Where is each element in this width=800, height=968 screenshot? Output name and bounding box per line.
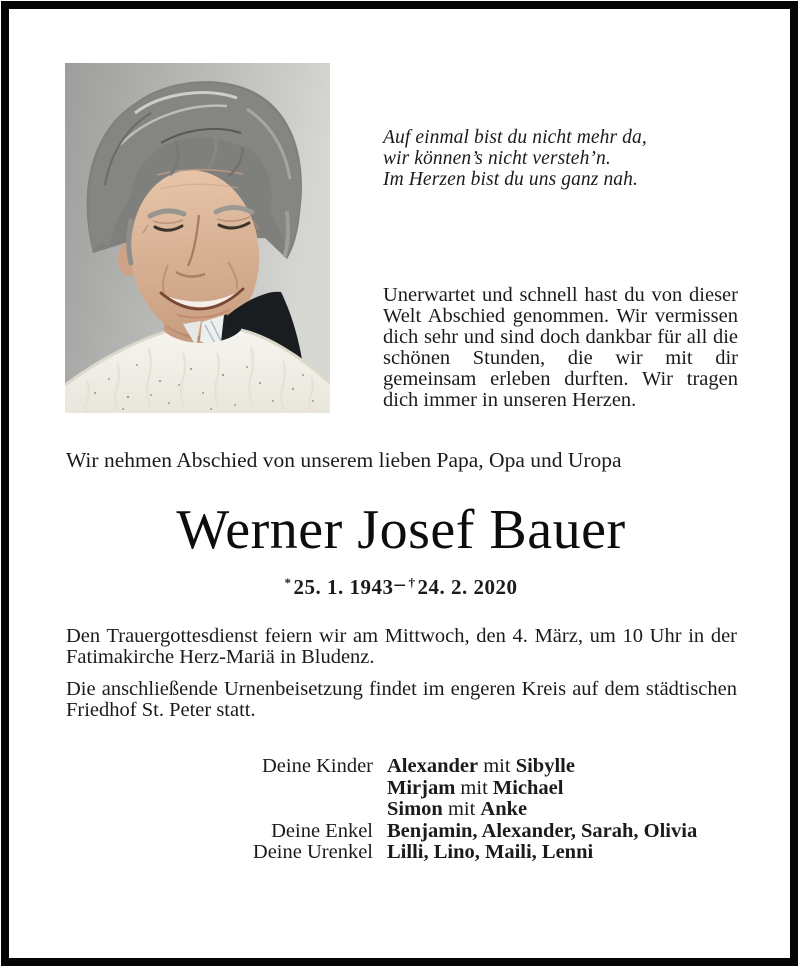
family-list	[66, 756, 738, 864]
family-label-enkel: Deine Enkel	[271, 819, 373, 842]
family-name: Anke	[480, 798, 528, 821]
birth-date: 25. 1. 1943	[293, 575, 394, 600]
family-name: Sibylle	[515, 755, 575, 777]
family-connector: mit	[455, 776, 493, 799]
family-name: Lilli, Lino, Maili, Lenni	[387, 841, 594, 864]
family-name: Michael	[492, 776, 564, 799]
birth-symbol-icon: *	[284, 575, 292, 590]
family-names-row	[387, 756, 738, 778]
poem-line: Auf einmal bist du nicht mehr da,	[383, 127, 647, 148]
poem-line: wir können’s nicht versteh’n.	[383, 148, 611, 169]
poem-line: Im Herzen bist du uns ganz nah.	[383, 169, 638, 190]
death-date: 24. 2. 2020	[417, 575, 518, 600]
tribute-paragraph: Unerwartet und schnell hast du von dieser Welt Abschied genommen. Wir vermissen dich sehr und sind doch dankbar für all die schönen Stunden, die wir mit dir gemeinsam erleben durften. Wir tragen dich immer in unseren Herzen.	[383, 284, 738, 411]
farewell-line: Wir nehmen Abschied von unserem lieben Papa, Opa und Uropa	[66, 448, 622, 472]
family-name: Mirjam	[387, 776, 456, 799]
date-separator: –	[394, 571, 406, 596]
family-name: Alexander	[387, 755, 479, 777]
elderly-man-portrait-icon	[65, 63, 330, 413]
death-symbol-icon: †	[408, 575, 416, 590]
family-names-row	[387, 799, 738, 821]
poem	[383, 127, 647, 190]
family-label-empty	[66, 778, 373, 800]
family-label-empty	[66, 799, 373, 821]
family-connector: mit	[442, 798, 481, 821]
portrait-photo	[65, 63, 330, 413]
family-names-row	[387, 842, 738, 864]
family-connector: mit	[478, 755, 516, 777]
family-label-kinder: Deine Kinder	[262, 755, 373, 777]
family-label-urenkel: Deine Urenkel	[252, 841, 373, 864]
life-dates	[66, 571, 736, 599]
family-name: Benjamin, Alexander, Sarah, Olivia	[387, 819, 698, 842]
service-paragraph-1: Den Trauergottesdienst feiern wir am Mittwoch, den 4. März, um 10 Uhr in der Fatimakirche Herz-Mariä in Bludenz.	[66, 625, 737, 669]
service-paragraph-2: Die anschließende Urnenbeisetzung findet im engeren Kreis auf dem städtischen Friedhof St. Peter statt.	[66, 678, 737, 722]
family-name: Simon	[387, 798, 443, 821]
family-names-row	[387, 778, 738, 800]
family-names-row	[387, 821, 738, 843]
deceased-name: Werner Josef Bauer	[176, 499, 626, 561]
